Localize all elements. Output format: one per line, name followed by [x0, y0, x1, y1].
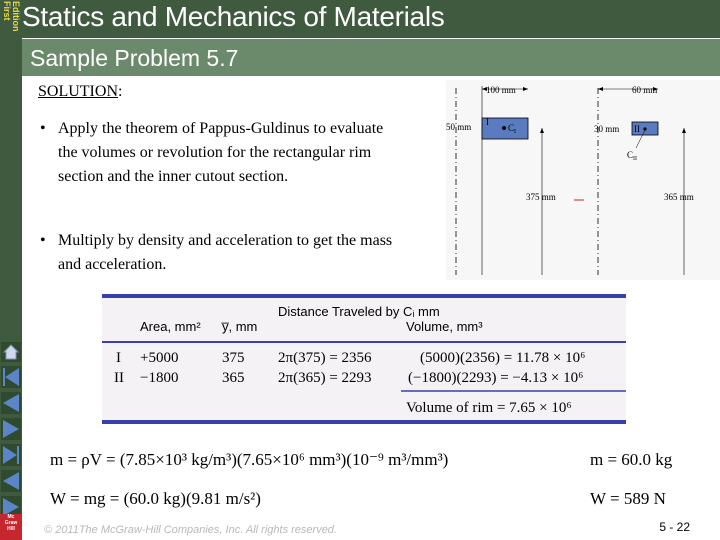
table-header-area: Area, mm²: [140, 319, 201, 334]
label-CI-sub: I: [514, 129, 516, 135]
row-I-label: I: [116, 350, 121, 366]
slide-title: Sample Problem 5.7: [30, 45, 239, 71]
pappus-table: [102, 294, 626, 424]
first-slide-icon[interactable]: [1, 366, 21, 388]
dim-375-label: 375 mm: [526, 192, 556, 202]
solution-label: SOLUTION: [38, 83, 118, 100]
edition-line1: First: [2, 1, 12, 21]
row-II-y: 365: [222, 370, 245, 386]
previous-slide-icon[interactable]: [1, 392, 21, 414]
dim-365-label: 365 mm: [664, 192, 694, 202]
label-CII: C: [627, 150, 634, 160]
next-slide-icon[interactable]: [1, 418, 21, 440]
solution-heading: SOLUTION:: [38, 83, 123, 100]
label-I: I: [486, 117, 489, 127]
last-slide-icon[interactable]: [1, 444, 21, 466]
table-header-distance: [278, 304, 440, 319]
row-I-y: 375: [222, 350, 245, 366]
row-II-distance: 2π(365) = 2293: [278, 370, 372, 386]
edition-line2: Edition: [11, 1, 21, 32]
dim-50-label: 50 mm: [446, 122, 472, 132]
edition-label: [0, 0, 20, 38]
page-title: Statics and Mechanics of Materials: [22, 1, 445, 32]
bullet-text: Multiply by density and acceleration to get the mass and acceleration.: [58, 232, 393, 273]
mcgraw-hill-logo: Mc Graw Hill: [0, 514, 22, 540]
bullet-text: Apply the theorem of Pappus-Guldinus to evaluate the volumes or revolution for the rectangular rim section and the inner cutout section.: [58, 120, 384, 185]
dim-100-label: 100 mm: [486, 85, 516, 95]
left-nav-bar: [0, 38, 22, 540]
bullet-dot: •: [40, 120, 46, 137]
weight-equation: W = mg = (60.0 kg)(9.81 m/s²): [50, 489, 261, 508]
copyright-footer: © 2011The McGraw-Hill Companies, Inc. All rights reserved.: [44, 524, 337, 536]
centroid-CI-icon: [502, 126, 506, 130]
label-CII-sub: II: [633, 156, 637, 162]
dim-30-label: 30 mm: [594, 124, 620, 134]
subheader-bar: [22, 39, 720, 76]
table-svg: [102, 294, 626, 424]
weight-result: W = 589 N: [590, 489, 666, 508]
table-header-distance-text: Distance Traveled by Cᵢ mm: [278, 304, 440, 319]
row-II-label: II: [114, 370, 124, 386]
table-header-volume: Volume, mm³: [406, 319, 483, 334]
label-II: II: [634, 124, 640, 134]
row-I-area: +5000: [140, 350, 179, 366]
bullet-dot: •: [40, 232, 46, 249]
mass-equation: m = ρV = (7.85×10³ kg/m³)(7.65×10⁶ mm³)(10⁻⁹ m³/mm³): [50, 450, 449, 469]
label-CI: C: [508, 123, 515, 133]
nav-buttons: [0, 340, 22, 540]
row-I-volume: (5000)(2356) = 11.78 × 10⁶: [420, 350, 586, 366]
row-II-volume: (−1800)(2293) = −4.13 × 10⁶: [408, 370, 584, 386]
row-I-distance: 2π(375) = 2356: [278, 350, 372, 366]
exit-icon[interactable]: [1, 470, 21, 492]
page-number: 5 - 22: [659, 520, 690, 534]
dim-60-label: 60 mm: [632, 85, 658, 95]
row-II-area: −1800: [140, 370, 179, 386]
rim-section-figure: [446, 80, 720, 280]
header-bar: [0, 0, 720, 38]
table-header-y: y̅, mm: [222, 319, 258, 334]
mass-result: m = 60.0 kg: [590, 450, 673, 469]
home-icon[interactable]: [1, 342, 21, 362]
rim-diagram: [446, 80, 720, 280]
table-total-volume: Volume of rim = 7.65 × 10⁶: [406, 400, 572, 416]
